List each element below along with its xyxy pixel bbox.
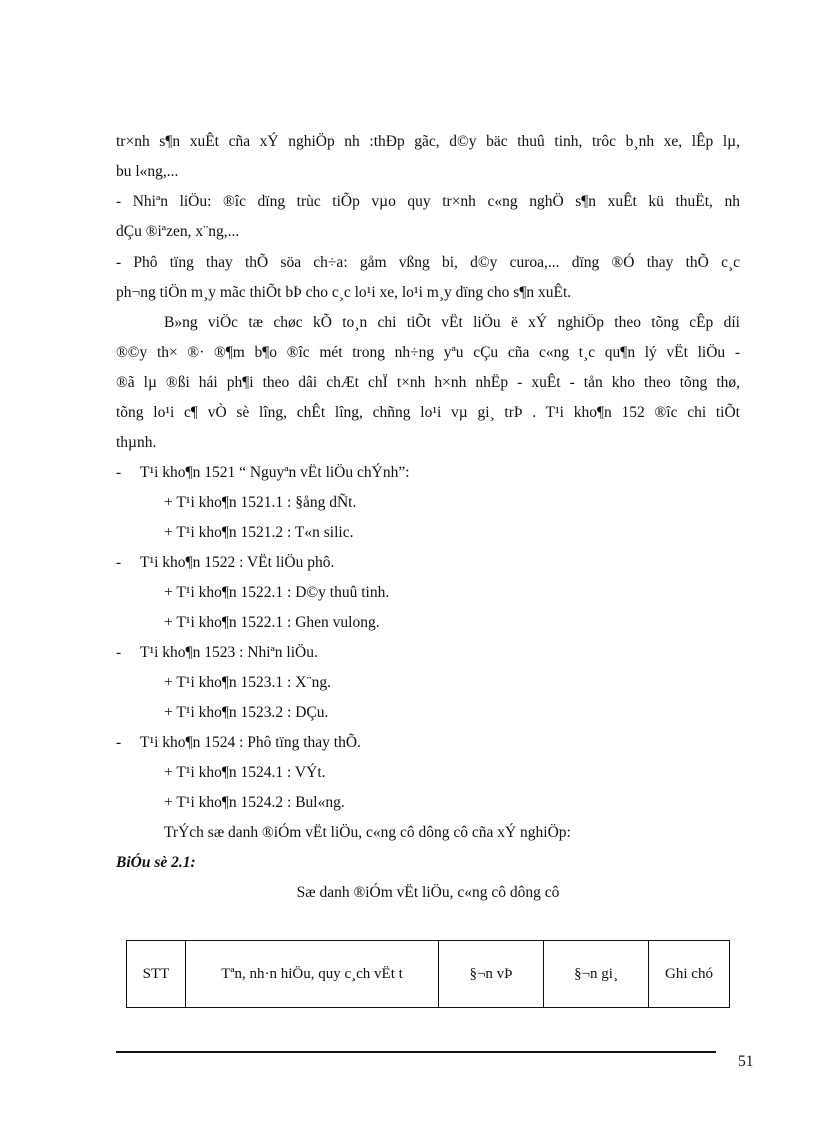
table-header-cell: STT	[127, 941, 186, 1008]
sub-account: + T¹i kho¶n 1521.2 : T«n silic.	[164, 524, 354, 541]
table-header-cell: §¬n gi¸	[544, 941, 649, 1008]
sub-account: + T¹i kho¶n 1523.2 : DÇu.	[164, 704, 329, 721]
table-header-row	[127, 941, 730, 1008]
paragraph-line: dÇu ®iªzen, x¨ng,...	[116, 223, 240, 240]
account-label: T¹i kho¶n 1521 “ Nguyªn vËt liÖu chÝnh”:	[140, 464, 410, 481]
bullet-dash: -	[116, 554, 122, 571]
bullet-dash: -	[116, 464, 122, 481]
account-item	[116, 643, 740, 663]
page-number: 51	[738, 1053, 754, 1070]
extract-line: TrÝch sæ danh ®iÓm vËt liÖu, c«ng cô dông cô cña xÝ nghiÖp:	[164, 824, 571, 841]
table-header-cell: §¬n vÞ	[439, 941, 544, 1008]
account-item	[116, 463, 740, 483]
bullet-dash: -	[116, 734, 122, 751]
account-label: T¹i kho¶n 1522 : VËt liÖu phô.	[140, 554, 335, 571]
paragraph-line: ph¬ng tiÖn m¸y mãc thiÕt bÞ cho c¸c lo¹i xe, lo¹i m¸y dïng cho s¶n xuÊt.	[116, 284, 572, 301]
bullet-dash: -	[116, 644, 122, 661]
figure-heading: BiÓu sè 2.1:	[116, 854, 196, 871]
account-item	[116, 733, 740, 753]
sub-account: + T¹i kho¶n 1521.1 : §ång dÑt.	[164, 494, 357, 511]
paragraph-line: - Phô tïng thay thÕ söa ch÷a: gåm vßng bi, d©y curoa,... dïng ®Ó thay thÕ c¸c	[116, 254, 740, 271]
figure-caption: Sæ danh ®iÓm vËt liÖu, c«ng cô dông cô	[296, 884, 560, 901]
table-header-cell: Tªn, nh·n hiÖu, quy c¸ch vËt t	[186, 941, 439, 1008]
paragraph-line: ®©y th× ®· ®¶m b¶o ®îc mét trong nh÷ng yªu cÇu cña c«ng t¸c qu¶n lý vËt liÖu -	[116, 344, 740, 361]
paragraph-line: tõng lo¹i c¶ vÒ sè lîng, chÊt lîng, chñng lo¹i vµ gi¸ trÞ . T¹i kho¶n 152 ®îc chi tiÕt	[116, 404, 740, 421]
sub-account: + T¹i kho¶n 1522.1 : D©y thuû tinh.	[164, 584, 390, 601]
account-label: T¹i kho¶n 1523 : Nhiªn liÖu.	[140, 644, 318, 661]
account-item	[116, 553, 740, 573]
materials-table	[126, 940, 730, 1008]
sub-account: + T¹i kho¶n 1524.1 : VÝt.	[164, 764, 326, 781]
paragraph-line: B»ng viÖc tæ chøc kÕ to¸n chi tiÕt vËt liÖu ë xÝ nghiÖp theo tõng cÊp díi	[164, 314, 740, 331]
table-header-cell: Ghi chó	[649, 941, 730, 1008]
account-label: T¹i kho¶n 1524 : Phô tïng thay thÕ.	[140, 734, 361, 751]
sub-account: + T¹i kho¶n 1522.1 : Ghen vulong.	[164, 614, 380, 631]
paragraph-line: ®ã lµ ®ßi hái ph¶i theo dâi chÆt chÏ t×nh h×nh nhËp - xuÊt - tån kho theo tõng thø,	[116, 374, 740, 391]
paragraph-line: thµnh.	[116, 434, 157, 451]
footer-rule	[116, 1051, 716, 1053]
sub-account: + T¹i kho¶n 1524.2 : Bul«ng.	[164, 794, 345, 811]
paragraph-line: tr×nh s¶n xuÊt cña xÝ nghiÖp nh :thÐp gãc, d©y bäc thuû tinh, trôc b¸nh xe, lÊp lµ,	[116, 133, 740, 150]
paragraph-line: - Nhiªn liÖu: ®îc dïng trùc tiÕp vµo quy tr×nh c«ng nghÖ s¶n xuÊt kü thuËt, nh	[116, 193, 740, 210]
sub-account: + T¹i kho¶n 1523.1 : X¨ng.	[164, 674, 331, 691]
paragraph-line: bu l«ng,...	[116, 163, 179, 180]
